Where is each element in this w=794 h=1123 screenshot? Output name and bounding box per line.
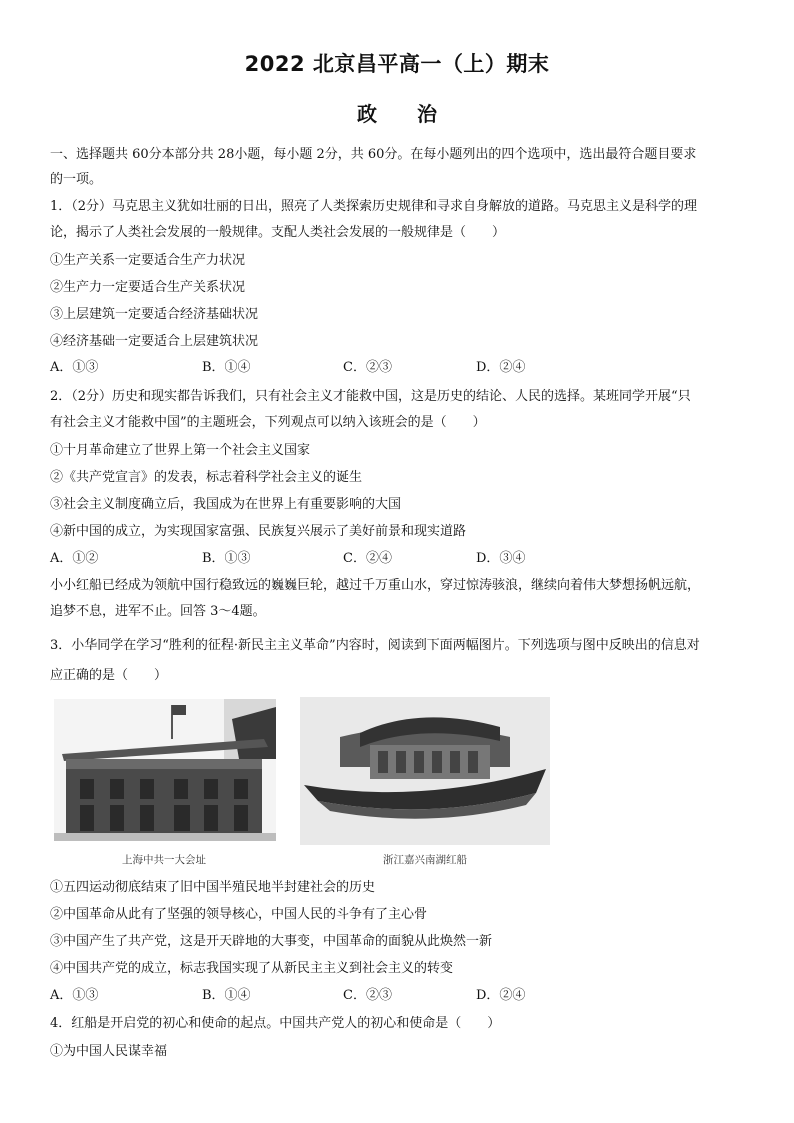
q3-stem-line-1: 3．小华同学在学习“胜利的征程·新民主主义革命”内容时，阅读到下面两幅图片。下列选项与图中反映出的信息对	[50, 638, 700, 653]
q3-option-c[interactable]: C．②③	[343, 988, 392, 1003]
section-intro-line-2: 的一项。	[50, 172, 103, 187]
q1-statement-1: ①生产关系一定要适合生产力状况	[50, 253, 246, 268]
q2-statement-3: ③社会主义制度确立后，我国成为在世界上有重要影响的大国	[50, 497, 402, 512]
q2-statement-4: ④新中国的成立，为实现国家富强、民族复兴展示了美好前景和现实道路	[50, 524, 467, 539]
q1-option-d[interactable]: D．②④	[476, 360, 526, 375]
q1-option-a[interactable]: A．①③	[50, 360, 99, 375]
q2-option-d[interactable]: D．③④	[476, 551, 526, 566]
q2-option-b[interactable]: B．①③	[202, 551, 251, 566]
q1-option-b[interactable]: B．①④	[202, 360, 251, 375]
q2-stem-line-1: 2．（2分）历史和现实都告诉我们，只有社会主义才能救中国，这是历史的结论、人民的选择。某班同学开展“只	[50, 389, 691, 404]
q1-stem-line-2: 论，揭示了人类社会发展的一般规律。支配人类社会发展的一般规律是（ ）	[50, 225, 506, 240]
q2-option-c[interactable]: C．②④	[343, 551, 392, 566]
q1-statement-3: ③上层建筑一定要适合经济基础状况	[50, 307, 259, 322]
q4-stem: 4．红船是开启党的初心和使命的起点。中国共产党人的初心和使命是（ ）	[50, 1016, 501, 1031]
material-line-2: 追梦不息，进军不止。回答 3～4题。	[50, 604, 266, 619]
q4-statement-1: ①为中国人民谋幸福	[50, 1044, 168, 1059]
q3-statement-1: ①五四运动彻底结束了旧中国半殖民地半封建社会的历史	[50, 880, 376, 895]
material-line-1: 小小红船已经成为领航中国行稳致远的巍巍巨轮，越过千万重山水，穿过惊涛骇浪，继续向着伟大梦想扬帆远航，	[50, 578, 701, 593]
right-photo-caption: 浙江嘉兴南湖红船	[383, 854, 467, 866]
q3-option-a[interactable]: A．①③	[50, 988, 99, 1003]
jiaxing-red-boat-photo	[300, 697, 550, 845]
left-photo-caption: 上海中共一大会址	[122, 854, 206, 866]
section-intro-line-1: 一、选择题共 60分本部分共 28小题，每小题 2分，共 60分。在每小题列出的四个选项中，选出最符合题目要求	[50, 147, 697, 162]
q1-stem-line-1: 1．（2分）马克思主义犹如壮丽的日出，照亮了人类探索历史规律和寻求自身解放的道路。马克思主义是科学的理	[50, 199, 698, 214]
q3-statement-3: ③中国产生了共产党，这是开天辟地的大事变，中国革命的面貌从此焕然一新	[50, 934, 493, 949]
q2-stem-line-2: 有社会主义才能救中国”的主题班会，下列观点可以纳入该班会的是（ ）	[50, 415, 486, 430]
q2-option-a[interactable]: A．①②	[50, 551, 99, 566]
q3-option-d[interactable]: D．②④	[476, 988, 526, 1003]
q2-statement-2: ②《共产党宣言》的发表，标志着科学社会主义的诞生	[50, 470, 363, 485]
q1-option-c[interactable]: C．②③	[343, 360, 392, 375]
page-title: 2022 北京昌平高一（上）期末	[244, 52, 550, 76]
q1-statement-4: ④经济基础一定要适合上层建筑状况	[50, 334, 259, 349]
q3-statement-4: ④中国共产党的成立，标志我国实现了从新民主主义到社会主义的转变	[50, 961, 454, 976]
shanghai-cpc-site-photo	[54, 699, 276, 841]
q1-statement-2: ②生产力一定要适合生产关系状况	[50, 280, 246, 295]
q3-stem-line-2: 应正确的是（ ）	[50, 668, 168, 683]
q2-statement-1: ①十月革命建立了世界上第一个社会主义国家	[50, 443, 311, 458]
q3-statement-2: ②中国革命从此有了坚强的领导核心，中国人民的斗争有了主心骨	[50, 907, 428, 922]
subject-heading: 政 治	[357, 102, 437, 126]
q3-option-b[interactable]: B．①④	[202, 988, 251, 1003]
